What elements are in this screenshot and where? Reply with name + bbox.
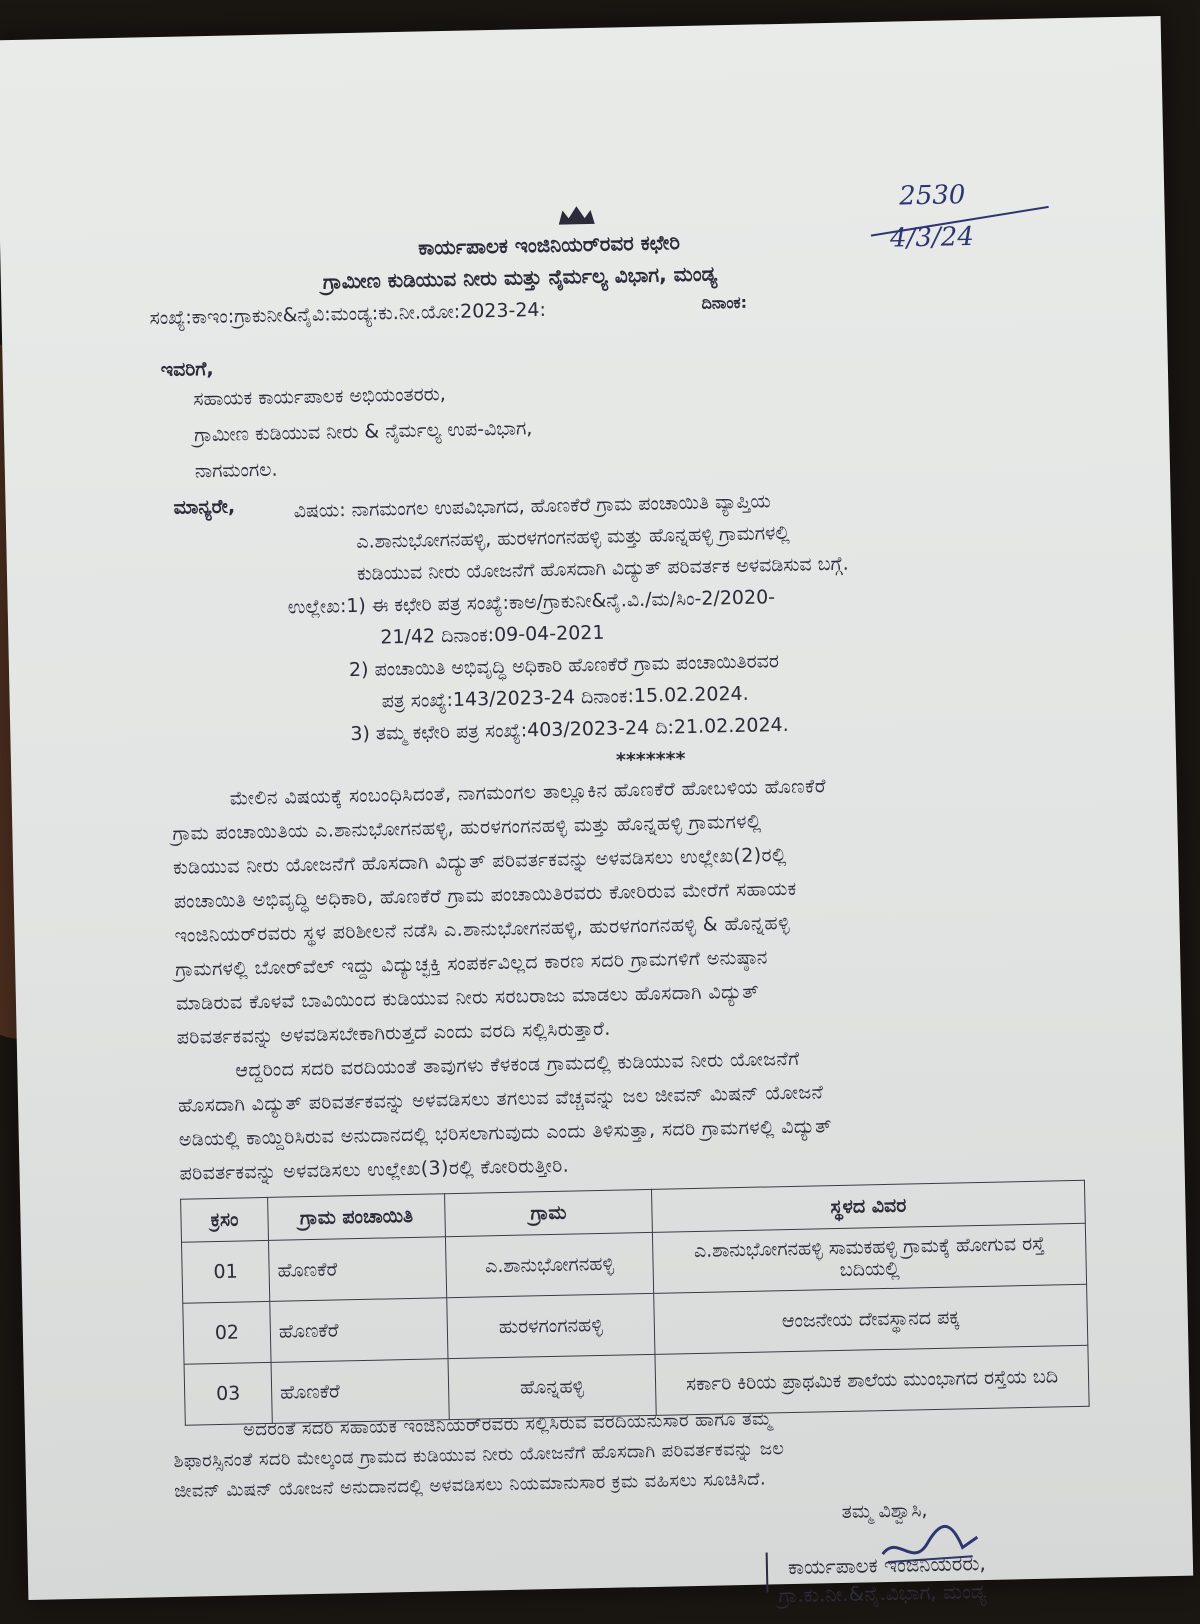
para1-line-6: ಗ್ರಾಮಗಳಲ್ಲಿ ಬೋರ್‌ವೆಲ್ ಇದ್ದು ವಿದ್ಯುಚ್ಛಕ್ತಿ ಸಂಪರ್ಕವಿಲ್ಲದ ಕಾರಣ ಸದರಿ ಗ್ರಾಮಗಳಿಗೆ ಅನುಷ್ಠಾನ: [175, 946, 768, 981]
reference-1b: 21/42 ದಿನಾಂಕ:09-04-2021: [380, 621, 605, 649]
department-title: ಗ್ರಾಮೀಣ ಕುಡಿಯುವ ನೀರು ಮತ್ತು ನೈರ್ಮಲ್ಯ ವಿಭಾಗ, ಮಂಡ್ಯ: [322, 261, 718, 294]
para1-line-5: ಇಂಜಿನಿಯರ್‌ರವರು ಸ್ಥಳ ಪರಿಶೀಲನೆ ನಡೆಸಿ ಎ.ಶಾನುಭೋಗನಹಳ್ಳಿ, ಹುರಳಗಂಗನಹಳ್ಳಿ & ಹೊನ್ನಹಳ್ಳಿ: [174, 911, 791, 947]
para2-line-2: ಹೊಸದಾಗಿ ವಿದ್ಯುತ್ ಪರಿವರ್ತಕವನ್ನು ಅಳವಡಿಸಲು ತಗಲುವ ವೆಚ್ಚವನ್ನು ಜಲ ಜೀವನ್ ಮಿಷನ್ ಯೋಜನೆ: [177, 1081, 824, 1117]
separator: *******: [615, 748, 686, 772]
para3-line-1: ಅದರಂತೆ ಸದರಿ ಸಹಾಯಕ ಇಂಜಿನಿಯರ್‌ರವರು ಸಲ್ಲಿಸಿರುವ ವರದಿಯನುಸಾರ ಹಾಗೂ ತಮ್ಮ: [242, 1408, 773, 1441]
subject-line-3: ಕುಡಿಯುವ ನೀರು ಯೋಜನೆಗೆ ಹೊಸದಾಗಿ ವಿದ್ಯುತ್ ಪರಿವರ್ತಕ ಅಳವಡಿಸುವ ಬಗ್ಗೆ.: [356, 552, 849, 585]
signature-mark-line: [766, 1553, 769, 1593]
cell-panchayat: ಹೊಣಕೆರೆ: [268, 1237, 446, 1302]
col-location: ಸ್ಥಳದ ವಿವರ: [651, 1180, 1085, 1232]
date-label: ದಿನಾಂಕ:: [701, 292, 748, 313]
cell-village: ಹುರಳಗಂಗನಹಳ್ಳಿ: [447, 1293, 655, 1358]
para3-line-2: ಶಿಫಾರಸ್ಸಿನಂತೆ ಸದರಿ ಮೇಲ್ಕಂಡ ಗ್ರಾಮದ ಕುಡಿಯುವ ನೀರು ಯೋಜನೆಗೆ ಹೊಸದಾಗಿ ಪರಿವರ್ತಕವನ್ನು ಜಲ: [173, 1438, 785, 1472]
signatory-office: ಗ್ರಾ.ಕು.ನೀ.&ನೈ.ವಿಭಾಗ, ಮಂಡ್ಯ: [778, 1578, 987, 1608]
para2-line-1: ಆದ್ದರಿಂದ ಸದರಿ ವರದಿಯಂತೆ ತಾವುಗಳು ಕೆಳಕಂಡ ಗ್ರಾಮದಲ್ಲಿ ಕುಡಿಯುವ ನೀರು ಯೋಜನೆಗೆ: [235, 1047, 800, 1082]
signatory-title: ಕಾರ್ಯಪಾಲಕ ಇಂಜಿನಿಯರರು,: [787, 1550, 986, 1580]
para2-line-3: ಅಡಿಯಲ್ಲಿ ಕಾಯ್ದಿರಿಸಿರುವ ಅನುದಾನದಲ್ಲಿ ಭರಿಸಲಾಗುವುದು ಎಂದು ತಿಳಿಸುತ್ತಾ, ಸದರಿ ಗ್ರಾಮಗಳಲ್ಲಿ ವಿದ್ಯುತ್: [178, 1115, 833, 1151]
recipient-line-1: ಸಹಾಯಕ ಕಾರ್ಯಪಾಲಕ ಅಭಿಯಂತರರು,: [193, 383, 446, 411]
para1-line-1: ಮೇಲಿನ ವಿಷಯಕ್ಕೆ ಸಂಬಂಧಿಸಿದಂತೆ, ನಾಗಮಂಗಲ ತಾಲ್ಲೂಕಿನ ಹೊಣಕೆರೆ ಹೋಬಳಿಯ ಹೊಣಕೆರೆ: [229, 775, 827, 810]
subject-line-1: ವಿಷಯ: ನಾಗಮಂಗಲ ಉಪವಿಭಾಗದ, ಹೊಣಕೆರೆ ಗ್ರಾಮ ಪಂಚಾಯಿತಿ ವ್ಯಾಪ್ತಿಯ: [293, 490, 771, 523]
cell-village: ಎ.ಶಾನುಭೋಗನಹಳ್ಳಿ: [445, 1232, 653, 1297]
cell-panchayat: ಹೊಣಕೆರೆ: [270, 1298, 448, 1363]
inward-stamp: [879, 178, 1051, 262]
reference-2a: 2) ಪಂಚಾಯಿತಿ ಅಭಿವೃದ್ಧಿ ಅಧಿಕಾರಿ ಹೊಣಕೆರೆ ಗ್ರಾಮ ಪಂಚಾಯಿತಿರವರ: [348, 650, 780, 682]
col-serial: ಕ್ರಸಂ: [181, 1197, 269, 1242]
recipient-line-3: ನಾಗಮಂಗಲ.: [194, 458, 278, 483]
para1-line-4: ಪಂಚಾಯಿತಿ ಅಭಿವೃದ್ಧಿ ಅಧಿಕಾರಿ, ಹೊಣಕೆರೆ ಗ್ರಾಮ ಪಂಚಾಯಿತಿರವರು ಕೋರಿರುವ ಮೇರೆಗೆ ಸಹಾಯಕ: [173, 877, 797, 913]
cell-village: ಹೊನ್ನಹಳ್ಳಿ: [448, 1354, 656, 1419]
reference-2b: ಪತ್ರ ಸಂಖ್ಯೆ:143/2023-24 ದಿನಾಂಕ:15.02.2024.: [381, 682, 749, 713]
to-label: ಇವರಿಗೆ,: [160, 357, 214, 381]
recipient-line-2: ಗ್ರಾಮೀಣ ಕುಡಿಯುವ ನೀರು & ನೈರ್ಮಲ್ಯ ಉಪ-ವಿಭಾಗ,: [193, 417, 533, 447]
inward-date: 4/3/24: [889, 221, 975, 254]
para1-line-7: ಮಾಡಿರುವ ಕೊಳವೆ ಬಾವಿಯಿಂದ ಕುಡಿಯುವ ನೀರು ಸರಬರಾಜು ಮಾಡಲು ಹೊಸದಾಗಿ ವಿದ್ಯುತ್: [175, 980, 760, 1015]
para1-line-3: ಕುಡಿಯುವ ನೀರು ಯೋಜನೆಗೆ ಹೊಸದಾಗಿ ವಿದ್ಯುತ್ ಪರಿವರ್ತಕವನ್ನು ಅಳವಡಿಸಲು ಉಲ್ಲೇಖ(2)ರಲ್ಲಿ: [172, 843, 787, 879]
cell-serial: 03: [184, 1362, 272, 1425]
para1-line-2: ಗ್ರಾಮ ಪಂಚಾಯಿತಿಯ ಎ.ಶಾನುಭೋಗನಹಳ್ಳಿ, ಹುರಳಗಂಗನಹಳ್ಳಿ ಮತ್ತು ಹೊನ್ನಹಳ್ಳಿ ಗ್ರಾಮಗಳಲ್ಲಿ: [172, 810, 762, 845]
reference-number: ಸಂಖ್ಯೆ:ಕಾಇಂ:ಗ್ರಾಕುನೀ&ನೈವಿ:ಮಂಡ್ಯ:ಕು.ನೀ.ಯೋ:2023-24:: [149, 298, 547, 330]
state-emblem-icon: [554, 204, 598, 227]
office-title: ಕಾರ್ಯಪಾಲಕ ಇಂಜಿನಿಯರ್‌ರವರ ಕಛೇರಿ: [417, 230, 681, 260]
subject-line-2: ಎ.ಶಾನುಭೋಗನಹಳ್ಳಿ, ಹುರಳಗಂಗನಹಳ್ಳಿ ಮತ್ತು ಹೊನ್ನಹಳ್ಳಿ ಗ್ರಾಮಗಳಲ್ಲಿ: [356, 521, 790, 553]
cell-location: ಎ.ಶಾನುಭೋಗನಹಳ್ಳಿ ಸಾಮಕಹಳ್ಳಿ ಗ್ರಾಮಕ್ಕೆ ಹೋಗುವ ರಸ್ತೆ ಬದಿಯಲ್ಲಿ: [652, 1223, 1086, 1293]
col-village: ಗ್ರಾಮ: [445, 1189, 653, 1236]
cell-serial: 01: [182, 1240, 270, 1303]
closing: ತಮ್ಮ ವಿಶ್ವಾಸಿ,: [841, 1499, 928, 1523]
cell-location: ಆಂಜನೇಯ ದೇವಸ್ಥಾನದ ಪಕ್ಕ: [654, 1284, 1088, 1354]
cell-serial: 02: [183, 1301, 271, 1364]
reference-1a: ಉಲ್ಲೇಖ:1) ಈ ಕಛೇರಿ ಪತ್ರ ಸಂಖ್ಯೆ:ಕಾಅ/ಗ್ರಾಕುನೀ&ನೈ.ವಿ./ಮ/ಸಿಂ-2/2020-: [287, 586, 776, 619]
location-table: [180, 1180, 1090, 1426]
letter-sheet: [0, 16, 1193, 1608]
inward-number: 2530: [898, 180, 966, 212]
cell-location: ಸರ್ಕಾರಿ ಕಿರಿಯ ಪ್ರಾಥಮಿಕ ಶಾಲೆಯ ಮುಂಭಾಗದ ರಸ್ತೆಯ ಬದಿ: [655, 1345, 1089, 1415]
col-panchayat: ಗ್ರಾಮ ಪಂಚಾಯಿತಿ: [268, 1194, 446, 1241]
para1-line-8: ಪರಿವರ್ತಕವನ್ನು ಅಳವಡಿಸಬೇಕಾಗಿರುತ್ತದೆ ಎಂದು ವರದಿ ಸಲ್ಲಿಸಿರುತ್ತಾರೆ.: [176, 1017, 611, 1049]
salutation: ಮಾನ್ಯರೇ,: [173, 495, 236, 519]
para3-line-3: ಜೀವನ್ ಮಿಷನ್ ಯೋಜನೆ ಅನುದಾನದಲ್ಲಿ ಅಳವಡಿಸಲು ನಿಯಮಾನುಸಾರ ಕ್ರಮ ವಹಿಸಲು ಸೂಚಿಸಿದೆ.: [174, 1468, 767, 1502]
para2-line-4: ಪರಿವರ್ತಕವನ್ನು ಅಳವಡಿಸಲು ಉಲ್ಲೇಖ(3)ರಲ್ಲಿ ಕೋರಿರುತ್ತೀರಿ.: [179, 1154, 570, 1185]
reference-3: 3) ತಮ್ಮ ಕಛೇರಿ ಪತ್ರ ಸಂಖ್ಯೆ:403/2023-24 ದಿ:21.02.2024.: [350, 713, 789, 746]
cell-panchayat: ಹೊಣಕೆರೆ: [271, 1359, 449, 1424]
